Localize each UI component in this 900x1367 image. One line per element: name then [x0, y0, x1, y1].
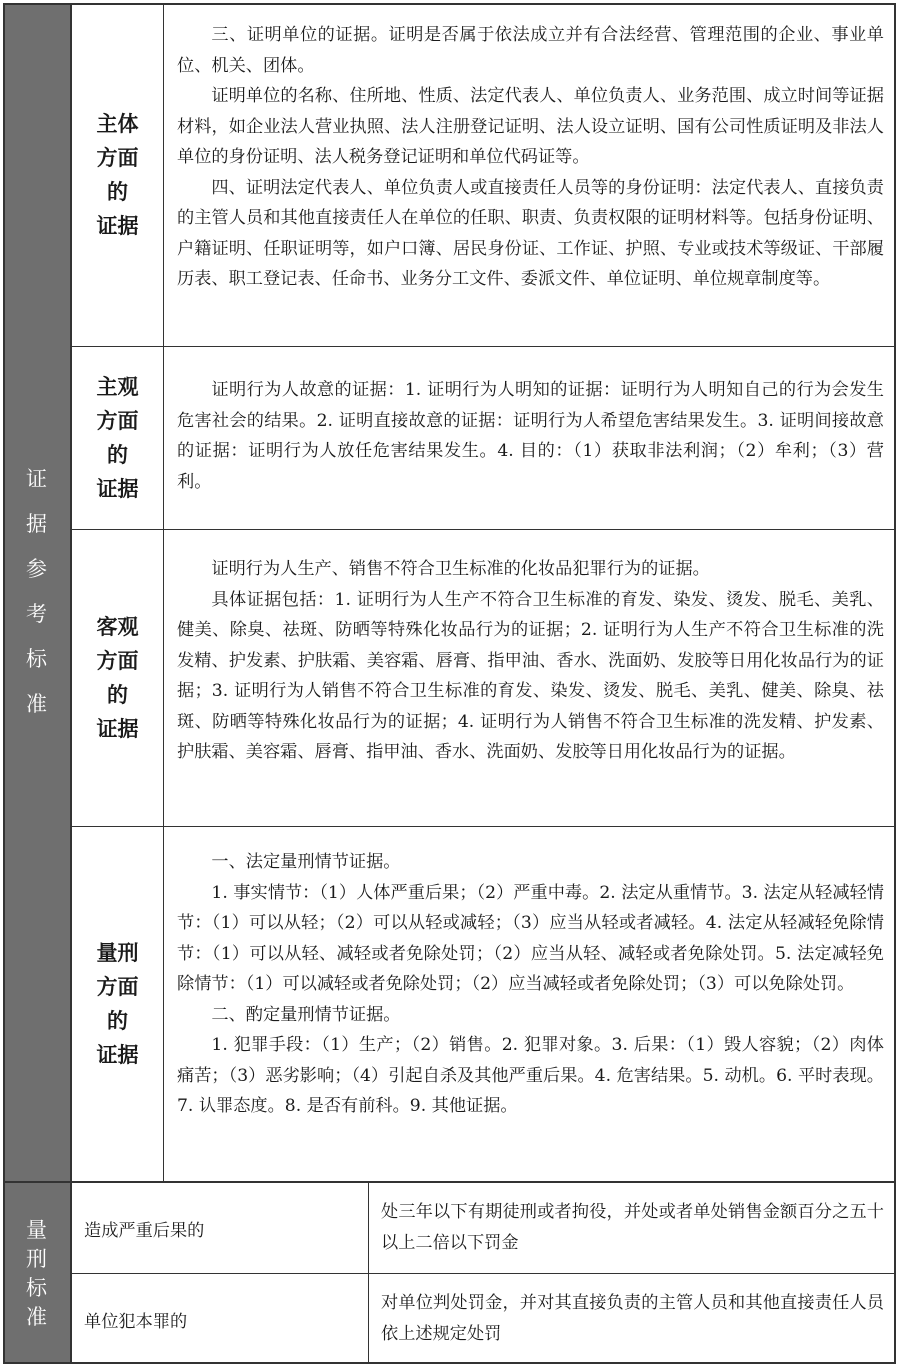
paragraph: 二、酌定量刑情节证据。 [211, 1004, 401, 1025]
side-char: 证 [26, 467, 47, 491]
label-line: 的 [107, 683, 128, 707]
label-line: 方面 [96, 409, 139, 433]
sentencing-condition: 造成严重后果的 [72, 1183, 369, 1273]
side-char: 据 [26, 512, 47, 536]
label-line: 的 [107, 443, 128, 467]
label-line: 方面 [96, 145, 139, 170]
label-line: 方面 [96, 649, 139, 673]
label-line: 的 [107, 179, 128, 204]
paragraph: 四、证明法定代表人、单位负责人或直接责任人员等的身份证明：法定代表人、直接负责的主管人员和其他直接责任人在单位的任职、职责、负责权限的证明材料等。包括身份证明、户籍证明、任职证明等，如户口簿、居民身份证、工作证、护照、专业或技术等级证、干部履历表、职工登记表、任命书、业务分工文件、委派文件、单位证明、单位规章制度等。 [177, 177, 884, 289]
table-frame [3, 3, 896, 1364]
label-line: 的 [107, 1009, 128, 1033]
label-line: 证据 [96, 213, 139, 238]
sentencing-condition: 单位犯本罪的 [72, 1274, 369, 1364]
side-char: 标 [26, 1275, 47, 1300]
side-char: 准 [26, 1304, 47, 1329]
penalty-text: 对单位判处罚金，并对其直接负责的主管人员和其他直接责任人员依上述规定处罚 [381, 1293, 884, 1344]
side-char: 准 [26, 692, 47, 716]
paragraph: 一、法定量刑情节证据。 [211, 852, 401, 872]
paragraph: 证明行为人故意的证据：1. 证明行为人明知的证据：证明行为人明知自己的行为会发生危害社会的结果。2. 证明直接故意的证据：证明行为人希望危害结果发生。3. 证明间接故意的证据：证明行为人放任危害结果发生。4. 目的：（1）获取非法利润；（2）牟利；（3）营利。 [177, 380, 884, 492]
label-line: 主体 [96, 111, 139, 136]
paragraph: 1. 犯罪手段：（1）生产；（2）销售。2. 犯罪对象。3. 后果：（1）毁人容貌；（2）肉体痛苦；（3）恶劣影响；（4）引起自杀及其他严重后果。4. 危害结果。5. 动机。6. 平时表现。7. 认罪态度。8. 是否有前科。9. 其他证据。 [177, 1035, 884, 1116]
paragraph: 证明单位的名称、住所地、性质、法定代表人、单位负责人、业务范围、成立时间等证据材料，如企业法人营业执照、法人注册登记证明、法人设立证明、国有公司性质证明及非法人单位的身份证明、法人税务登记证明和单位代码证等。 [177, 86, 884, 167]
label-line: 量刑 [96, 941, 139, 965]
side-char: 刑 [26, 1246, 47, 1271]
paragraph: 三、证明单位的证据。证明是否属于依法成立并有合法经营、管理范围的企业、事业单位、机关、团体。 [177, 25, 884, 76]
label-line: 主观 [96, 375, 139, 399]
label-line: 证据 [96, 477, 139, 501]
side-char: 参 [26, 557, 47, 581]
side-char: 量 [26, 1217, 47, 1242]
label-line: 证据 [96, 1043, 139, 1067]
penalty-text: 处三年以下有期徒刑或者拘役，并处或者单处销售金额百分之五十以上二倍以下罚金 [381, 1202, 884, 1253]
label-line: 方面 [96, 975, 139, 999]
label-line: 证据 [96, 717, 139, 741]
paragraph: 具体证据包括：1. 证明行为人生产不符合卫生标准的育发、染发、烫发、脱毛、美乳、健美、除臭、祛斑、防晒等特殊化妆品行为的证据；2. 证明行为人生产不符合卫生标准的洗发精、护发素、护肤霜、美容霜、唇膏、指甲油、香水、洗面奶、发胶等日用化妆品行为的证据；3. 证明行为人销售不符合卫生标准的育发、染发、烫发、脱毛、美乳、健美、除臭、祛斑、防晒等特殊化妆品行为的证据；4. 证明行为人销售不符合卫生标准的洗发精、护发素、护肤霜、美容霜、唇膏、指甲油、香水、洗面奶、发胶等日用化妆品行为的证据。 [177, 589, 884, 762]
label-line: 客观 [96, 615, 139, 639]
side-char: 考 [26, 602, 47, 626]
side-char: 标 [26, 647, 47, 671]
paragraph: 证明行为人生产、销售不符合卫生标准的化妆品犯罪行为的证据。 [211, 559, 710, 579]
paragraph: 1. 事实情节：（1）人体严重后果；（2）严重中毒。2. 法定从重情节。3. 法定从轻减轻情节：（1）可以从轻；（2）可以从轻或减轻；（3）应当从轻或者减轻。4. 法定从轻减轻免除情节：（1）可以从轻、减轻或者免除处罚；（2）应当从轻、减轻或者免除处罚。5. 法定减轻免除情节：（1）可以减轻或者免除处罚；（2）应当减轻或者免除处罚；（3）可以免除处罚。 [177, 882, 884, 994]
